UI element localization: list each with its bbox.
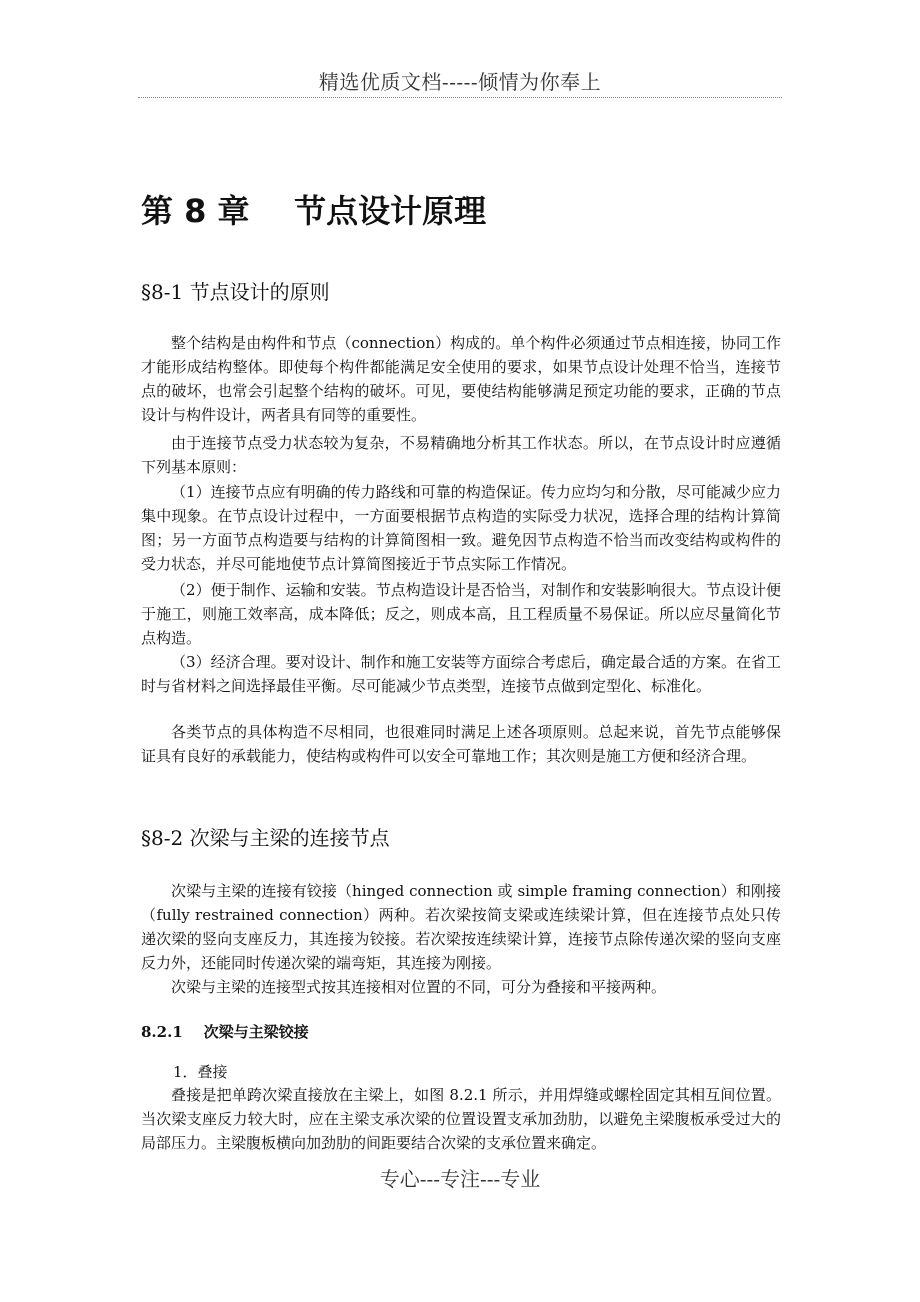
section-heading-8-1: §8-1 节点设计的原则 bbox=[141, 280, 330, 304]
paragraph: 次梁与主梁的连接有铰接（hinged connection 或 simple framing connection）和刚接（fully restrained connection）两种。若次梁按简支梁或连续梁计算，但在连接节点处只传递次梁的竖向支座反力，其连接为铰接。若次梁按连续梁计算，连接节点除传递次梁的竖向支座反力外，还能同时传递次梁的端弯矩，其连接为刚接。 bbox=[141, 882, 781, 972]
paragraph: 次梁与主梁的连接型式按其连接相对位置的不同，可分为叠接和平接两种。 bbox=[171, 978, 667, 996]
paragraph: （1）连接节点应有明确的传力路线和可靠的构造保证。传力应均匀和分散，尽可能减少应力集中现象。在节点设计过程中，一方面要根据节点构造的实际受力状况，选择合理的结构计算简图；另一方面节点构造要与结构的计算简图相一致。避免因节点构造不恰当而改变结构或构件的受力状态，并尽可能地使节点计算简图接近于节点实际工作情况。 bbox=[141, 483, 781, 573]
paragraph: 整个结构是由构件和节点（connection）构成的。单个构件必须通过节点相连接，协同工作才能形成结构整体。即使每个构件都能满足安全使用的要求，如果节点设计处理不恰当，连接节点的破坏，也常会引起整个结构的破坏。可见，要使结构能够满足预定功能的要求，正确的节点设计与构件设计，两者具有同等的重要性。 bbox=[141, 334, 781, 424]
section-heading-8-2: §8-2 次梁与主梁的连接节点 bbox=[141, 826, 390, 850]
subsection-heading-8-2-1: 8.2.1 次梁与主梁铰接 bbox=[141, 1023, 309, 1041]
header-rule bbox=[138, 97, 782, 98]
page-header: 精选优质文档-----倾情为你奉上 bbox=[318, 70, 602, 94]
paragraph: 各类节点的具体构造不尽相同，也很难同时满足上述各项原则。总起来说，首先节点能够保证具有良好的承载能力，使结构或构件可以安全可靠地工作；其次则是施工方便和经济合理。 bbox=[141, 723, 781, 765]
paragraph: （2）便于制作、运输和安装。节点构造设计是否恰当，对制作和安装影响很大。节点设计便于施工，则施工效率高，成本降低；反之，则成本高，且工程质量不易保证。所以应尽量简化节点构造。 bbox=[141, 581, 781, 647]
chapter-title: 第 8 章 节点设计原理 bbox=[141, 192, 487, 230]
paragraph: （3）经济合理。要对设计、制作和施工安装等方面综合考虑后，确定最合适的方案。在省工时与省材料之间选择最佳平衡。尽可能减少节点类型，连接节点做到定型化、标准化。 bbox=[141, 653, 781, 695]
item-label: 1．叠接 bbox=[173, 1063, 228, 1081]
paragraph: 由于连接节点受力状态较为复杂，不易精确地分析其工作状态。所以，在节点设计时应遵循下列基本原则： bbox=[141, 434, 781, 476]
paragraph: 叠接是把单跨次梁直接放在主梁上，如图 8.2.1 所示，并用焊缝或螺栓固定其相互间位置。当次梁支座反力较大时，应在主梁支承次梁的位置设置支承加劲肋，以避免主梁腹板承受过大的局部压力。主梁腹板横向加劲肋的间距要结合次梁的支承位置来确定。 bbox=[141, 1086, 781, 1152]
page-footer: 专心---专注---专业 bbox=[379, 1167, 541, 1191]
